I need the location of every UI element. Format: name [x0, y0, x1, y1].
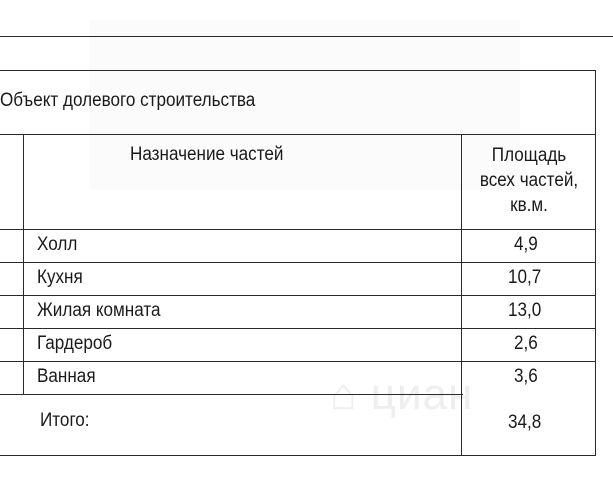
area-table	[0, 70, 596, 456]
column-head-bottom-line	[0, 229, 595, 230]
row-area: 4,9	[514, 234, 538, 255]
top-divider	[0, 36, 613, 37]
watermark-logo: ⌂ циан	[330, 370, 474, 419]
row-area: 2,6	[514, 333, 538, 354]
column-header-purpose: Назначение частей	[130, 144, 284, 165]
column-divider-area	[461, 134, 462, 456]
column-divider-left	[23, 134, 24, 394]
object-title: Объект долевого строительства	[0, 90, 256, 111]
row-name: Жилая комната	[37, 300, 161, 321]
rows-bottom-line	[0, 394, 463, 395]
row-name: Кухня	[37, 267, 83, 288]
row-area: 10,7	[508, 267, 542, 288]
row-name: Холл	[37, 234, 78, 255]
row-line-4	[0, 361, 595, 362]
row-area: 3,6	[514, 366, 538, 387]
column-header-area: Площадь всех частей, кв.м.	[479, 145, 579, 216]
row-line-3	[0, 328, 595, 329]
row-line-2	[0, 295, 595, 296]
row-name: Ванная	[37, 366, 96, 387]
row-line-1	[0, 262, 595, 263]
total-value: 34,8	[508, 412, 542, 433]
row-area: 13,0	[508, 300, 542, 321]
row-name: Гардероб	[37, 333, 113, 354]
total-label: Итого:	[40, 410, 90, 431]
header-bottom-line	[0, 134, 595, 135]
